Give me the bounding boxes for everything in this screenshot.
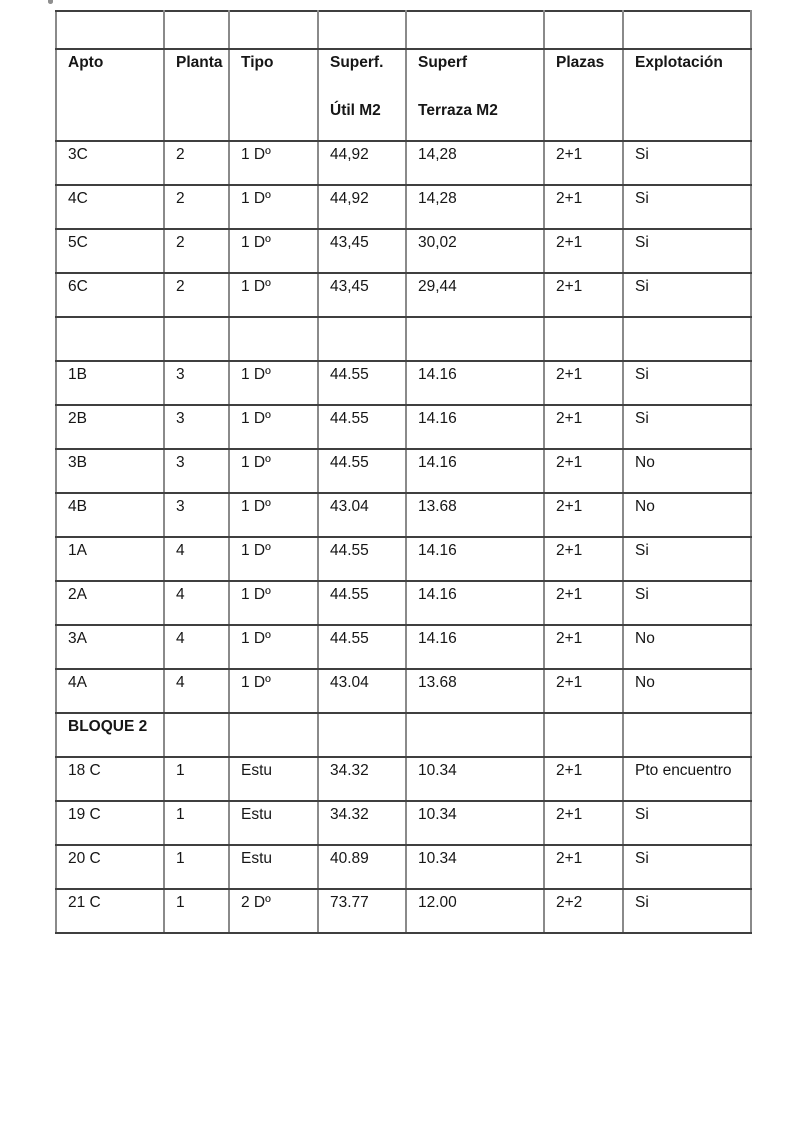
empty-cell: [623, 11, 751, 49]
empty-cell: [623, 317, 751, 361]
table-row: [56, 493, 751, 537]
table-cell: 10.34: [406, 801, 544, 845]
table-row: [56, 273, 751, 317]
table-cell: 2 Dº: [229, 889, 318, 933]
table-cell: 44.55: [318, 625, 406, 669]
table-cell: 2: [164, 141, 229, 185]
table-cell: 2+1: [544, 361, 623, 405]
table-cell: 10.34: [406, 757, 544, 801]
table-cell: 3: [164, 361, 229, 405]
col-header-planta: [164, 49, 229, 141]
table-cell: 1B: [56, 361, 164, 405]
table-cell: Pto encuentro: [623, 757, 751, 801]
empty-cell: [318, 713, 406, 757]
spacer-row-top: [56, 11, 751, 49]
table-cell: No: [623, 449, 751, 493]
table-cell: 1 Dº: [229, 185, 318, 229]
table-cell: Si: [623, 361, 751, 405]
table-cell: Si: [623, 229, 751, 273]
table-row: [56, 229, 751, 273]
table-cell: 1: [164, 801, 229, 845]
table-row: [56, 757, 751, 801]
table-cell: 14.16: [406, 405, 544, 449]
table-cell: 3B: [56, 449, 164, 493]
table-cell: 3C: [56, 141, 164, 185]
section-row: [56, 713, 751, 757]
table-cell: Si: [623, 141, 751, 185]
table-cell: 44,92: [318, 141, 406, 185]
empty-cell: [164, 317, 229, 361]
table-cell: 14.16: [406, 361, 544, 405]
table-cell: 4: [164, 669, 229, 713]
table-cell: Si: [623, 537, 751, 581]
table-row: [56, 405, 751, 449]
table-row: [56, 845, 751, 889]
table-cell: 2+1: [544, 449, 623, 493]
col-header-tipo: [229, 49, 318, 141]
table-row: [56, 581, 751, 625]
table-body: [56, 141, 751, 933]
table-cell: 19 C: [56, 801, 164, 845]
col-header-explotacion: [623, 49, 751, 141]
table-cell: 14,28: [406, 185, 544, 229]
header-line: Útil M2: [330, 102, 381, 120]
header-line: Planta: [176, 54, 223, 71]
table-cell: 2+1: [544, 229, 623, 273]
table-cell: 2+1: [544, 581, 623, 625]
table-cell: No: [623, 625, 751, 669]
table-cell: 4B: [56, 493, 164, 537]
table-cell: 2: [164, 229, 229, 273]
table-cell: 2+1: [544, 185, 623, 229]
table-row: [56, 537, 751, 581]
table-cell: 2+1: [544, 669, 623, 713]
table-cell: No: [623, 493, 751, 537]
table-cell: Si: [623, 889, 751, 933]
header-line: Superf.: [330, 54, 384, 71]
header-line: Explotación: [635, 54, 723, 71]
table-cell: 1 Dº: [229, 141, 318, 185]
header-line: Apto: [68, 54, 104, 71]
table-cell: 2: [164, 185, 229, 229]
col-header-superf-terraza: [406, 49, 544, 141]
table-cell: 2+1: [544, 273, 623, 317]
table-cell: 2A: [56, 581, 164, 625]
table-cell: 12.00: [406, 889, 544, 933]
table-cell: 20 C: [56, 845, 164, 889]
table-cell: 1 Dº: [229, 449, 318, 493]
table-cell: Si: [623, 405, 751, 449]
table-cell: 2+1: [544, 845, 623, 889]
table-cell: 44.55: [318, 449, 406, 493]
empty-cell: [544, 11, 623, 49]
empty-cell: [318, 11, 406, 49]
header-line: Terraza M2: [418, 102, 498, 120]
table-cell: 1 Dº: [229, 669, 318, 713]
empty-cell: [56, 317, 164, 361]
table-cell: 1: [164, 845, 229, 889]
table-cell: 14.16: [406, 537, 544, 581]
table-row: [56, 625, 751, 669]
apartments-table: [55, 10, 752, 934]
table-cell: 1 Dº: [229, 625, 318, 669]
col-header-apto: [56, 49, 164, 141]
table-cell: 13.68: [406, 493, 544, 537]
table-cell: 2: [164, 273, 229, 317]
table-cell: Estu: [229, 801, 318, 845]
empty-cell: [164, 713, 229, 757]
empty-cell: [229, 11, 318, 49]
table-row: [56, 449, 751, 493]
table-cell: Si: [623, 185, 751, 229]
empty-cell: [229, 713, 318, 757]
empty-cell: [544, 317, 623, 361]
table-cell: 43,45: [318, 229, 406, 273]
table-cell: 1: [164, 889, 229, 933]
table-cell: 3: [164, 493, 229, 537]
table-row: [56, 889, 751, 933]
table-cell: 44.55: [318, 581, 406, 625]
table-cell: 1 Dº: [229, 273, 318, 317]
table-cell: Estu: [229, 757, 318, 801]
table-cell: 44.55: [318, 537, 406, 581]
table-cell: 43.04: [318, 669, 406, 713]
empty-cell: [164, 11, 229, 49]
table-cell: 2+1: [544, 141, 623, 185]
empty-cell: [318, 317, 406, 361]
table-cell: 4: [164, 537, 229, 581]
header-line: Tipo: [241, 54, 274, 71]
empty-cell: [229, 317, 318, 361]
table-cell: Si: [623, 581, 751, 625]
table-cell: 4A: [56, 669, 164, 713]
table-cell: BLOQUE 2: [56, 713, 164, 757]
empty-cell: [406, 11, 544, 49]
table-cell: Si: [623, 845, 751, 889]
header-row: [56, 49, 751, 141]
table-cell: 73.77: [318, 889, 406, 933]
table-cell: 10.34: [406, 845, 544, 889]
empty-cell: [544, 713, 623, 757]
table-row: [56, 361, 751, 405]
empty-cell: [623, 713, 751, 757]
table-row: [56, 669, 751, 713]
table-cell: 14.16: [406, 449, 544, 493]
header-line: Superf: [418, 54, 468, 71]
table-cell: 6C: [56, 273, 164, 317]
table-cell: 1 Dº: [229, 405, 318, 449]
table-cell: 1 Dº: [229, 581, 318, 625]
table-cell: 3A: [56, 625, 164, 669]
table-cell: 2+1: [544, 801, 623, 845]
empty-cell: [406, 317, 544, 361]
header-line: Plazas: [556, 54, 605, 71]
table-cell: 4: [164, 625, 229, 669]
table-cell: 2+1: [544, 625, 623, 669]
table-cell: 44.55: [318, 405, 406, 449]
table-cell: 43.04: [318, 493, 406, 537]
table-cell: 5C: [56, 229, 164, 273]
table-cell: 29,44: [406, 273, 544, 317]
table-row: [56, 141, 751, 185]
table-cell: 2+1: [544, 493, 623, 537]
table-cell: 4: [164, 581, 229, 625]
table-cell: 1A: [56, 537, 164, 581]
table-cell: 14.16: [406, 581, 544, 625]
table-cell: 2+1: [544, 757, 623, 801]
table-cell: 3: [164, 405, 229, 449]
table-cell: 14.16: [406, 625, 544, 669]
table-row: [56, 185, 751, 229]
table-cell: 14,28: [406, 141, 544, 185]
table-cell: 1: [164, 757, 229, 801]
table-cell: 30,02: [406, 229, 544, 273]
table-cell: 40.89: [318, 845, 406, 889]
table-cell: 3: [164, 449, 229, 493]
table-cell: 44,92: [318, 185, 406, 229]
table-cell: 1 Dº: [229, 229, 318, 273]
table-cell: Si: [623, 801, 751, 845]
empty-cell: [406, 713, 544, 757]
table-cell: 4C: [56, 185, 164, 229]
table-cell: 18 C: [56, 757, 164, 801]
table-cell: No: [623, 669, 751, 713]
table-cell: 1 Dº: [229, 361, 318, 405]
table-row: [56, 801, 751, 845]
table-cell: 43,45: [318, 273, 406, 317]
table-cell: 2+2: [544, 889, 623, 933]
table-cell: Si: [623, 273, 751, 317]
table-cell: 34.32: [318, 757, 406, 801]
table-cell: 13.68: [406, 669, 544, 713]
table-cell: 2+1: [544, 537, 623, 581]
spacer-row: [56, 317, 751, 361]
table-cell: 21 C: [56, 889, 164, 933]
col-header-superf-util: [318, 49, 406, 141]
table-cell: 2+1: [544, 405, 623, 449]
table-cell: Estu: [229, 845, 318, 889]
table-cell: 1 Dº: [229, 493, 318, 537]
table-cell: 44.55: [318, 361, 406, 405]
empty-cell: [56, 11, 164, 49]
table-cell: 2B: [56, 405, 164, 449]
col-header-plazas: [544, 49, 623, 141]
scan-artifact: [48, 0, 53, 4]
table-cell: 34.32: [318, 801, 406, 845]
table-cell: 1 Dº: [229, 537, 318, 581]
